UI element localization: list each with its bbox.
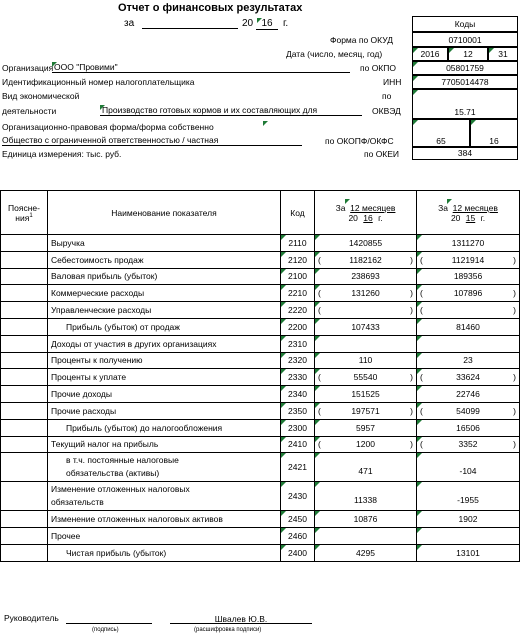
green-marker <box>315 386 320 391</box>
row-note-cell[interactable] <box>1 268 48 285</box>
green-marker <box>413 48 418 53</box>
inn-label: Идентификационный номер налогоплательщика <box>2 77 195 87</box>
green-marker <box>281 403 286 408</box>
table-row <box>1 482 520 511</box>
row-current-value[interactable]: 238693 <box>315 268 417 285</box>
row-previous-value[interactable]: 81460 <box>417 318 520 335</box>
row-code-cell: 2120 <box>281 251 315 268</box>
inn-short-label: ИНН <box>383 77 402 87</box>
table-row <box>1 511 520 528</box>
green-marker <box>281 420 286 425</box>
row-current-value[interactable]: 471 <box>315 453 417 482</box>
row-note-cell[interactable] <box>1 386 48 403</box>
activity-field[interactable] <box>100 105 362 116</box>
green-marker <box>413 90 418 95</box>
green-marker <box>281 353 286 358</box>
head-label: Руководитель <box>4 613 59 623</box>
okei-label: по ОКЕИ <box>364 149 400 159</box>
row-previous-value[interactable]: 1902 <box>417 511 520 528</box>
green-marker <box>417 420 422 425</box>
table-row <box>1 285 520 302</box>
green-marker <box>281 336 286 341</box>
green-marker <box>417 386 422 391</box>
row-current-value[interactable]: ( ) 131260 <box>315 285 417 302</box>
inn-code-field[interactable] <box>412 75 518 89</box>
date-month-field[interactable] <box>448 47 488 61</box>
row-previous-value[interactable]: -1955 <box>417 482 520 511</box>
table-row <box>1 386 520 403</box>
green-marker <box>281 235 286 240</box>
table-row <box>1 335 520 352</box>
table-row <box>1 402 520 419</box>
green-marker <box>413 76 418 81</box>
green-marker <box>417 319 422 324</box>
green-marker <box>281 369 286 374</box>
green-marker <box>315 336 320 341</box>
row-note-cell[interactable] <box>1 302 48 319</box>
table-row <box>1 528 520 545</box>
row-code-cell: 2400 <box>281 544 315 561</box>
period-year-prefix: 20 <box>242 18 254 29</box>
row-current-value[interactable]: 11338 <box>315 482 417 511</box>
green-marker <box>315 482 320 487</box>
legal-form-value: Общество с ограниченной ответственностью / частная <box>2 135 219 145</box>
row-note-cell[interactable] <box>1 335 48 352</box>
green-marker <box>315 235 320 240</box>
green-marker <box>281 482 286 487</box>
row-previous-value[interactable]: ( ) <box>417 302 520 319</box>
okud-code-field[interactable] <box>412 32 518 47</box>
activity-label-2: деятельности <box>2 106 57 116</box>
row-code-cell: 2220 <box>281 302 315 319</box>
okfs-code-field[interactable] <box>470 119 518 147</box>
codes-label: Коды <box>454 19 476 29</box>
green-marker <box>257 18 262 23</box>
row-name-cell: Себестоимость продаж <box>48 251 281 268</box>
green-marker <box>449 48 454 53</box>
col-notes-header: Поясне- ния$^1$ <box>1 191 48 235</box>
row-name-cell: Прибыль (убыток) до налогообложения <box>48 419 281 436</box>
okei-code-field[interactable] <box>412 147 518 160</box>
row-name-cell: Прочие расходы <box>48 402 281 419</box>
head-signature-field[interactable] <box>66 614 152 624</box>
row-current-value[interactable]: 151525 <box>315 386 417 403</box>
row-code-cell: 2460 <box>281 528 315 545</box>
row-note-cell[interactable] <box>1 369 48 386</box>
row-code-cell: 2421 <box>281 453 315 482</box>
col-name-header: Наименование показателя <box>48 191 281 235</box>
okved-code-field[interactable] <box>412 89 518 119</box>
row-previous-value[interactable] <box>417 335 520 352</box>
row-previous-value[interactable] <box>417 528 520 545</box>
row-current-value[interactable]: ( ) 1182162 <box>315 251 417 268</box>
inn-code: 7705014478 <box>441 77 489 87</box>
green-marker <box>281 269 286 274</box>
date-day: 31 <box>498 49 508 59</box>
green-marker <box>52 62 57 67</box>
row-name-cell: Прочее <box>48 528 281 545</box>
row-current-value[interactable]: 5957 <box>315 419 417 436</box>
row-code-cell: 2110 <box>281 235 315 252</box>
okfs-code: 16 <box>489 136 499 146</box>
green-marker <box>281 252 286 257</box>
table-row <box>1 544 520 561</box>
green-marker <box>281 545 286 550</box>
table-row <box>1 419 520 436</box>
okpo-code: 05801759 <box>446 63 484 73</box>
table-row <box>1 268 520 285</box>
green-marker <box>281 437 286 442</box>
row-code-cell: 2320 <box>281 352 315 369</box>
row-current-value[interactable]: ( ) <box>315 302 417 319</box>
row-name-cell: Доходы от участия в других организациях <box>48 335 281 352</box>
row-code-cell: 2410 <box>281 436 315 453</box>
table-row <box>1 453 520 482</box>
row-name-cell: Прочие доходы <box>48 386 281 403</box>
activity-label-1: Вид экономической <box>2 91 80 101</box>
period-month-field[interactable] <box>142 28 238 29</box>
decode-caption: (расшифровка подписи) <box>194 627 262 633</box>
date-month: 12 <box>463 49 473 59</box>
period-year-g: г. <box>283 18 289 29</box>
row-current-value[interactable]: 110 <box>315 352 417 369</box>
date-label: Дата (число, месяц, год) <box>286 49 383 59</box>
okud-label: Форма по ОКУД <box>330 35 393 45</box>
col-code-header: Код <box>281 191 315 235</box>
row-code-cell: 2200 <box>281 318 315 335</box>
row-name-cell: Валовая прибыль (убыток) <box>48 268 281 285</box>
green-marker <box>417 336 422 341</box>
green-marker <box>281 453 286 458</box>
table-header-row <box>1 191 520 235</box>
green-marker <box>281 285 286 290</box>
activity-po-label: по <box>382 91 392 101</box>
okpo-label: по ОКПО <box>360 63 396 73</box>
row-name-cell: Проценты к уплате <box>48 369 281 386</box>
row-name-cell: Выручка <box>48 235 281 252</box>
table-row <box>1 369 520 386</box>
row-name-cell: в т.ч. постоянные налоговые обязательства (активы) <box>48 453 281 482</box>
green-marker <box>281 319 286 324</box>
date-year: 2016 <box>420 49 440 59</box>
report-title: Отчет о финансовых результатах <box>118 2 303 14</box>
unit-label: Единица измерения: тыс. руб. <box>2 149 122 159</box>
okud-code: 0710001 <box>448 35 482 45</box>
green-marker <box>417 528 422 533</box>
row-previous-value[interactable]: 189356 <box>417 268 520 285</box>
row-name-cell: Изменение отложенных налоговых активов <box>48 511 281 528</box>
legal-form-label: Организационно-правовая форма/форма собственно <box>2 122 214 132</box>
row-name-cell: Чистая прибыль (убыток) <box>48 544 281 561</box>
green-marker <box>471 120 476 125</box>
row-previous-value[interactable]: 23 <box>417 352 520 369</box>
row-current-value[interactable]: ( ) 197571 <box>315 402 417 419</box>
table-row <box>1 235 520 252</box>
row-previous-value[interactable]: -104 <box>417 453 520 482</box>
row-code-cell: 2300 <box>281 419 315 436</box>
row-code-cell: 2430 <box>281 482 315 511</box>
green-marker <box>281 528 286 533</box>
org-field[interactable] <box>52 62 350 73</box>
table-row <box>1 251 520 268</box>
row-name-cell: Коммерческие расходы <box>48 285 281 302</box>
row-current-value[interactable]: 1420855 <box>315 235 417 252</box>
row-previous-value[interactable]: ( ) 107896 <box>417 285 520 302</box>
okpo-code-field[interactable] <box>412 61 518 75</box>
row-previous-value[interactable]: 13101 <box>417 544 520 561</box>
row-previous-value[interactable]: ( ) 3352 <box>417 436 520 453</box>
green-marker <box>417 269 422 274</box>
green-marker <box>315 319 320 324</box>
col-current-header: За 12 месяцев 20 16 г. <box>315 191 417 235</box>
row-previous-value[interactable]: ( ) 33624 <box>417 369 520 386</box>
table-row <box>1 352 520 369</box>
row-note-cell[interactable] <box>1 352 48 369</box>
green-marker <box>100 105 105 110</box>
green-marker <box>413 62 418 67</box>
row-note-cell[interactable] <box>1 528 48 545</box>
green-marker <box>417 453 422 458</box>
green-marker <box>315 511 320 516</box>
green-marker <box>281 386 286 391</box>
row-code-cell: 2340 <box>281 386 315 403</box>
green-marker <box>315 453 320 458</box>
row-current-value[interactable] <box>315 528 417 545</box>
head-name-field[interactable] <box>170 614 312 624</box>
row-code-cell: 2310 <box>281 335 315 352</box>
org-label: Организация <box>2 63 54 73</box>
row-note-cell[interactable] <box>1 402 48 419</box>
green-marker <box>413 120 418 125</box>
okopf-code-field[interactable] <box>412 119 470 147</box>
green-marker <box>417 235 422 240</box>
row-note-cell[interactable] <box>1 251 48 268</box>
col-previous-header: За 12 месяцев 20 15 г. <box>417 191 520 235</box>
green-marker <box>315 353 320 358</box>
row-previous-value[interactable]: 22746 <box>417 386 520 403</box>
row-code-cell: 2330 <box>281 369 315 386</box>
green-marker <box>417 482 422 487</box>
green-marker <box>417 511 422 516</box>
row-note-cell[interactable] <box>1 318 48 335</box>
period-prefix: за <box>124 18 135 29</box>
row-note-cell[interactable] <box>1 511 48 528</box>
row-name-cell: Изменение отложенных налоговых обязательств <box>48 482 281 511</box>
table-row <box>1 436 520 453</box>
activity-value: Производство готовых кормов и их составляющих для <box>102 105 318 115</box>
green-marker <box>417 353 422 358</box>
okopf-label: по ОКОПФ/ОКФС <box>325 136 394 146</box>
row-note-cell[interactable] <box>1 453 48 482</box>
row-code-cell: 2350 <box>281 402 315 419</box>
codes-header <box>412 16 518 32</box>
period-year-value: 16 <box>261 18 273 29</box>
row-previous-value[interactable]: ( ) 1121914 <box>417 251 520 268</box>
row-current-value[interactable]: 10876 <box>315 511 417 528</box>
row-previous-value[interactable]: ( ) 54099 <box>417 402 520 419</box>
head-name: Швалев Ю.В. <box>214 614 268 624</box>
okopf-code: 65 <box>436 136 446 146</box>
row-previous-value[interactable]: 1311270 <box>417 235 520 252</box>
row-name-cell: Прибыль (убыток) от продаж <box>48 318 281 335</box>
green-marker <box>315 545 320 550</box>
row-code-cell: 2100 <box>281 268 315 285</box>
org-value: ООО "Провими" <box>54 62 118 72</box>
row-note-cell[interactable] <box>1 436 48 453</box>
table-row <box>1 302 520 319</box>
row-previous-value[interactable]: 16506 <box>417 419 520 436</box>
okved-label: ОКВЭД <box>372 106 401 116</box>
row-note-cell[interactable] <box>1 544 48 561</box>
green-marker <box>281 511 286 516</box>
row-current-value[interactable] <box>315 335 417 352</box>
row-code-cell: 2210 <box>281 285 315 302</box>
row-name-cell: Управленческие расходы <box>48 302 281 319</box>
legal-form-field[interactable] <box>2 135 302 146</box>
row-current-value[interactable]: ( ) 1200 <box>315 436 417 453</box>
row-note-cell[interactable] <box>1 482 48 511</box>
green-marker <box>281 302 286 307</box>
green-marker <box>315 528 320 533</box>
okei-code: 384 <box>457 148 473 158</box>
row-current-value[interactable]: 107433 <box>315 318 417 335</box>
sign-caption: (подпись) <box>92 627 119 633</box>
row-note-cell[interactable] <box>1 235 48 252</box>
row-name-cell: Проценты к получению <box>48 352 281 369</box>
green-marker <box>315 269 320 274</box>
green-marker <box>489 48 494 53</box>
row-name-cell: Текущий налог на прибыль <box>48 436 281 453</box>
row-current-value[interactable]: 4295 <box>315 544 417 561</box>
green-marker <box>315 420 320 425</box>
row-note-cell[interactable] <box>1 285 48 302</box>
results-table <box>0 190 520 562</box>
okved-code: 15.71 <box>454 107 476 117</box>
row-note-cell[interactable] <box>1 419 48 436</box>
row-current-value[interactable]: ( ) 55540 <box>315 369 417 386</box>
green-marker <box>417 545 422 550</box>
row-code-cell: 2450 <box>281 511 315 528</box>
green-marker <box>263 121 268 126</box>
table-row <box>1 318 520 335</box>
